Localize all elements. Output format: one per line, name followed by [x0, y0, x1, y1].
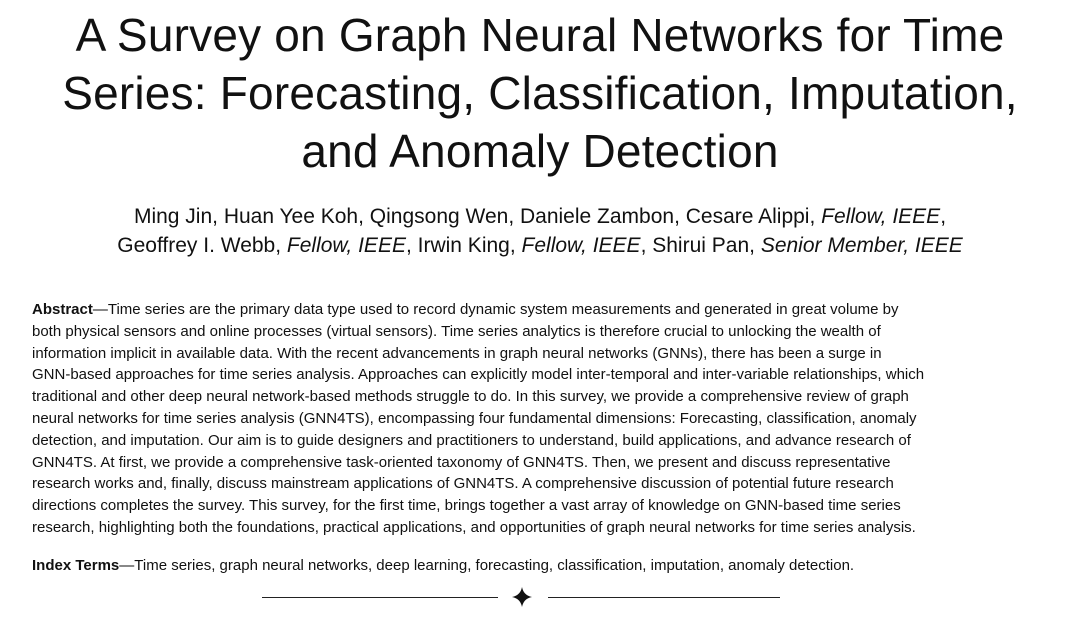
title-line: and Anomaly Detection [301, 125, 779, 177]
author-affiliation-role: Fellow, IEEE [286, 234, 406, 257]
divider-rule-left [262, 597, 498, 598]
author-names: Geoffrey I. Webb, [117, 234, 287, 257]
author-names: , Irwin King, [405, 234, 522, 257]
author-line-1 [0, 202, 1080, 231]
author-separator: , [940, 205, 947, 228]
abstract-line: GNN4TS. At first, we provide a comprehensive task-oriented taxonomy of GNN4TS. Then, we present and discuss representative [32, 453, 891, 471]
abstract-line [32, 299, 1052, 321]
four-point-star-icon [511, 586, 533, 608]
abstract-line: GNN-based approaches for time series analysis. Approaches can explicitly model inter-temporal and inter-variable relationships, which [32, 366, 925, 384]
index-terms-label: Index Terms [32, 557, 120, 574]
title-line: Series: Forecasting, Classification, Imputation, [62, 67, 1018, 119]
abstract-line: information implicit in available data. With the recent advancements in graph neural networks (GNNs), there has been a surge in [32, 344, 882, 362]
abstract-line: neural networks for time series analysis (GNN4TS), encompassing four fundamental dimensions: Forecasting, classification, anomaly [32, 409, 917, 427]
index-terms-text: —Time series, graph neural networks, deep learning, forecasting, classification, imputation, anomaly detection. [119, 557, 855, 574]
abstract-line: both physical sensors and online processes (virtual sensors). Time series analytics is therefore crucial to unlocking the wealth of [32, 322, 881, 340]
abstract-line: detection, and imputation. Our aim is to guide designers and practitioners to understand, build applications, and advance research of [32, 431, 911, 449]
abstract-line: traditional and other deep neural network-based methods struggle to do. In this survey, we provide a comprehensive review of graph [32, 388, 909, 406]
abstract-line: research, highlighting both the foundations, practical applications, and opportunities of graph neural networks for time series analysis. [32, 518, 916, 536]
abstract-label: Abstract [32, 301, 93, 318]
author-affiliation-role: Fellow, IEEE [821, 205, 941, 228]
author-names: Ming Jin, Huan Yee Koh, Qingsong Wen, Daniele Zambon, Cesare Alippi, [133, 205, 822, 228]
author-affiliation-role: Senior Member, IEEE [760, 234, 963, 257]
title-line: A Survey on Graph Neural Networks for Time [75, 9, 1005, 61]
abstract-line: directions completes the survey. This survey, for the first time, brings together a vast array of knowledge on GNN-based time series [32, 497, 901, 515]
author-list [0, 202, 1080, 260]
section-divider [0, 583, 1080, 611]
abstract-text: —Time series are the primary data type used to record dynamic system measurements and generated in great volume by [92, 301, 899, 318]
abstract-line: research works and, finally, discuss mainstream applications of GNN4TS. A comprehensive discussion of potential future research [32, 475, 894, 493]
divider-rule-right [548, 597, 780, 598]
paper-title [0, 6, 1080, 180]
author-names: , Shirui Pan, [640, 234, 761, 257]
index-terms [32, 555, 1052, 576]
author-line-2 [0, 231, 1080, 260]
abstract [32, 299, 1052, 539]
author-affiliation-role: Fellow, IEEE [521, 234, 641, 257]
